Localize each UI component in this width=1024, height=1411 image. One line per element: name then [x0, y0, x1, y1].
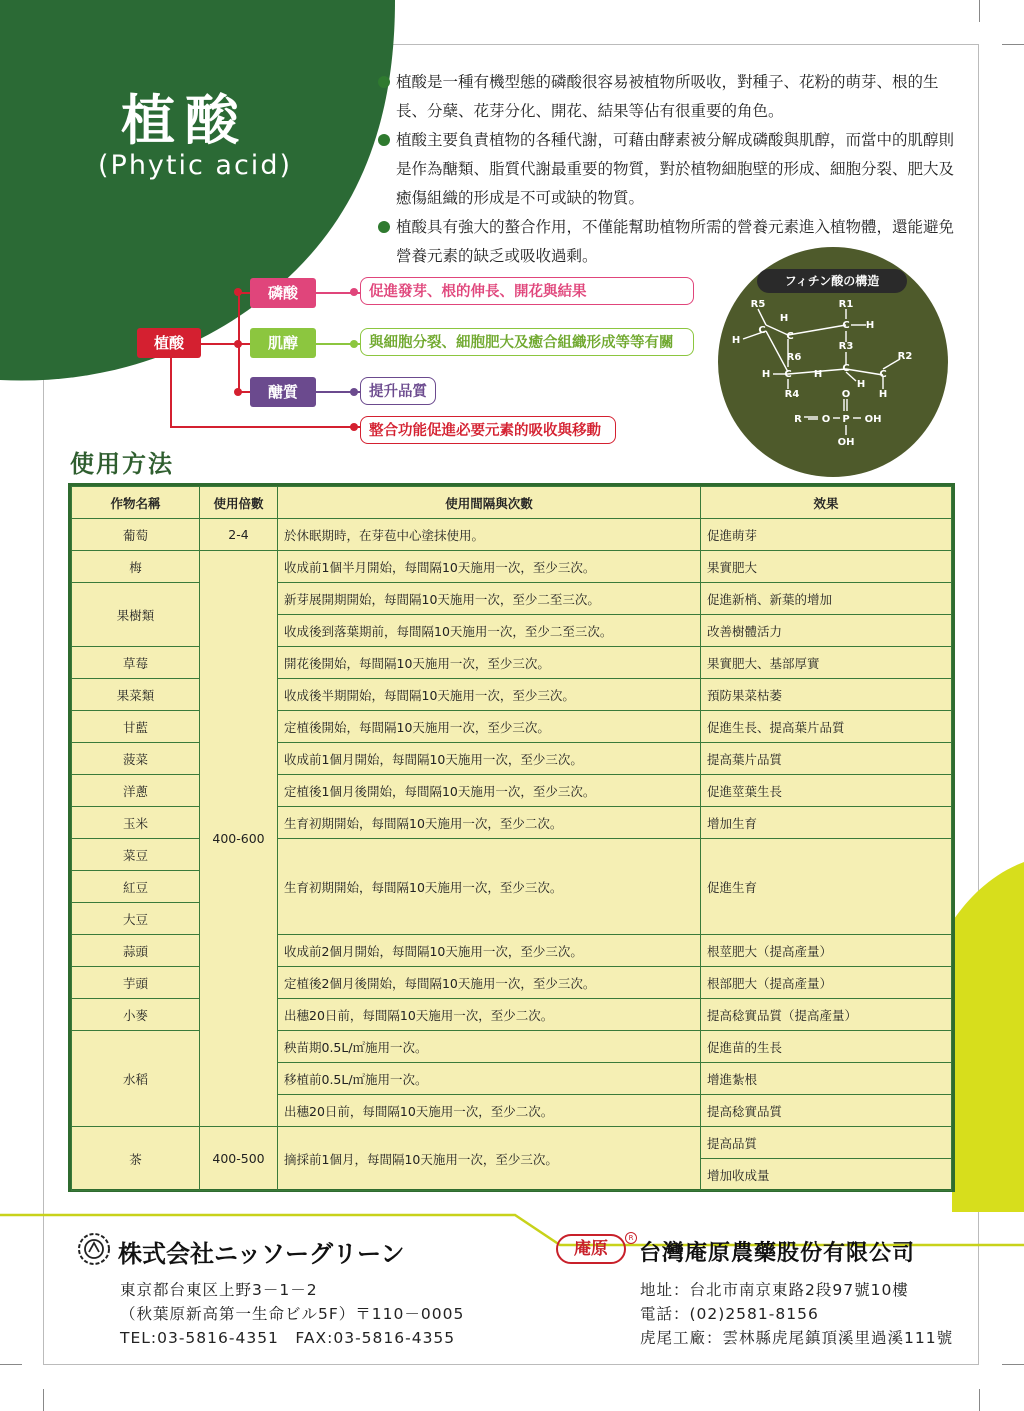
diagram-desc-chelation: 整合功能促進必要元素的吸收與移動: [360, 416, 616, 444]
atom-label: O: [821, 414, 831, 425]
crop-mark: [0, 1364, 22, 1365]
address-line: 東京都台東区上野3－1－2: [120, 1281, 318, 1299]
interval-cell: 出穗20日前，每間隔10天施用一次，至少二次。: [278, 1095, 701, 1127]
address-line: TEL:03-5816-4351 FAX:03-5816-4355: [120, 1329, 456, 1347]
interval-cell: 於休眠期時，在芽苞中心塗抹使用。: [278, 519, 701, 551]
phytic-acid-diagram: [0, 260, 720, 460]
interval-cell: 秧苗期0.5L/㎡施用一次。: [278, 1031, 701, 1063]
atom-label: R6: [786, 352, 802, 363]
effect-cell: 提高稔實品質（提高產量）: [701, 999, 952, 1031]
table-header: 效果: [701, 487, 952, 519]
interval-cell: 出穗20日前，每間隔10天施用一次，至少二次。: [278, 999, 701, 1031]
jp-address: [120, 1278, 464, 1350]
crop-cell: 水稻: [72, 1031, 200, 1127]
ihara-logo-icon: 庵原: [556, 1234, 626, 1264]
crop-mark: [43, 1389, 44, 1411]
dilution-cell: 400-600: [200, 551, 278, 1127]
crop-cell: 茶: [72, 1127, 200, 1191]
effect-cell: 促進苗的生長: [701, 1031, 952, 1063]
atom-label: H: [878, 389, 888, 400]
address-line: （秋葉原新高第一生命ビル5F）〒110－0005: [120, 1305, 465, 1323]
effect-cell: 促進生長、提高葉片品質: [701, 711, 952, 743]
crop-cell: 果菜類: [72, 679, 200, 711]
interval-cell: 生育初期開始，每間隔10天施用一次，至少二次。: [278, 807, 701, 839]
crop-cell: 菜豆: [72, 839, 200, 871]
interval-cell: 收成後半期開始，每間隔10天施用一次，至少三次。: [278, 679, 701, 711]
crop-cell: 小麥: [72, 999, 200, 1031]
interval-cell: 開花後開始，每間隔10天施用一次，至少三次。: [278, 647, 701, 679]
interval-cell: 移植前0.5L/㎡施用一次。: [278, 1063, 701, 1095]
atom-label: R5: [750, 299, 766, 310]
effect-cell: 果實肥大: [701, 551, 952, 583]
page-subtitle: (Phytic acid): [98, 150, 292, 181]
atom-label: H: [761, 369, 771, 380]
crop-cell: 菠菜: [72, 743, 200, 775]
lime-accent-shape: [952, 862, 1024, 1212]
atom-label: R4: [784, 389, 800, 400]
interval-cell: 新芽展開期開始，每間隔10天施用一次，至少二至三次。: [278, 583, 701, 615]
connector-line: [200, 343, 250, 345]
diagram-node-inositol: 肌醇: [250, 328, 316, 358]
atom-label: C: [842, 363, 850, 374]
connector-dot-icon: [350, 423, 358, 431]
registered-mark-icon: R: [625, 1232, 637, 1244]
atom-label: R: [794, 414, 802, 425]
nisso-logo-icon: [76, 1231, 112, 1267]
crop-cell: 大豆: [72, 903, 200, 935]
structure-label: フィチン酸の構造: [757, 269, 907, 293]
table-header: 使用倍數: [200, 487, 278, 519]
section-title: 使用方法: [70, 450, 174, 478]
atom-label: OH: [837, 437, 855, 448]
effect-cell: 提高稔實品質: [701, 1095, 952, 1127]
crop-mark: [1002, 44, 1024, 45]
diagram-desc-phosphate: 促進發芽、根的伸長、開花與結果: [360, 277, 694, 305]
interval-cell: 收成前1個月開始，每間隔10天施用一次，至少三次。: [278, 743, 701, 775]
crop-mark: [979, 0, 980, 22]
atom-label: O: [841, 389, 851, 400]
interval-cell: 定植後1個月後開始，每間隔10天施用一次，至少三次。: [278, 775, 701, 807]
interval-cell: 收成後到落葉期前，每間隔10天施用一次，至少二至三次。: [278, 615, 701, 647]
crop-cell: 玉米: [72, 807, 200, 839]
diagram-desc-inositol: 與細胞分裂、細胞肥大及癒合組織形成等等有關: [360, 328, 694, 356]
atom-label: H: [865, 320, 875, 331]
crop-cell: 洋蔥: [72, 775, 200, 807]
effect-cell: 促進生育: [701, 839, 952, 935]
effect-cell: 促進莖葉生長: [701, 775, 952, 807]
interval-cell: 摘採前1個月，每間隔10天施用一次，至少三次。: [278, 1127, 701, 1191]
atom-label: C: [842, 320, 850, 331]
atom-label: P: [842, 414, 850, 425]
effect-cell: 果實肥大、基部厚實: [701, 647, 952, 679]
page-title: 植酸: [121, 89, 249, 152]
effect-cell: 提高品質: [701, 1127, 952, 1159]
effect-cell: 根莖肥大（提高產量）: [701, 935, 952, 967]
atom-label: H: [731, 335, 741, 346]
diagram-node-phosphate: 磷酸: [250, 278, 316, 308]
bullet-dot-icon: [378, 76, 390, 88]
crop-cell: 梅: [72, 551, 200, 583]
atom-label: H: [813, 369, 823, 380]
diagram-root-box: 植酸: [137, 328, 201, 358]
structure-diagram: [718, 247, 948, 477]
address-line: 虎尾工廠：雲林縣虎尾鎮頂溪里過溪111號: [640, 1329, 954, 1347]
address-line: 電話：(02)2581-8156: [640, 1305, 819, 1323]
bullet-dot-icon: [378, 221, 390, 233]
bullet-dot-icon: [378, 134, 390, 146]
table-header: 作物名稱: [72, 487, 200, 519]
tw-address: [640, 1278, 953, 1350]
effect-cell: 改善樹體活力: [701, 615, 952, 647]
crop-cell: 葡萄: [72, 519, 200, 551]
effect-cell: 增進紮根: [701, 1063, 952, 1095]
intro-bullets: [376, 68, 956, 271]
interval-cell: 定植後開始，每間隔10天施用一次，至少三次。: [278, 711, 701, 743]
diagram-desc-sugar: 提升品質: [360, 377, 436, 405]
effect-cell: 促進新梢、新葉的增加: [701, 583, 952, 615]
effect-cell: 促進萌芽: [701, 519, 952, 551]
atom-label: C: [786, 331, 794, 342]
table-row: [72, 519, 952, 551]
interval-cell: 收成前2個月開始，每間隔10天施用一次，至少三次。: [278, 935, 701, 967]
table-row: [72, 551, 952, 583]
connector-dot-icon: [350, 288, 358, 296]
interval-cell: 生育初期開始，每間隔10天施用一次，至少三次。: [278, 839, 701, 935]
diagram-node-sugar: 醣質: [250, 377, 316, 407]
connector-line: [170, 357, 172, 427]
atom-label: C: [784, 369, 792, 380]
address-line: 地址：台北市南京東路2段97號10樓: [640, 1281, 909, 1299]
connector-dot-icon: [350, 340, 358, 348]
crop-mark: [1002, 1364, 1024, 1365]
atom-label: H: [779, 313, 789, 324]
crop-cell: 甘藍: [72, 711, 200, 743]
interval-cell: 定植後2個月後開始，每間隔10天施用一次，至少三次。: [278, 967, 701, 999]
crop-cell: 草莓: [72, 647, 200, 679]
connector-dot-icon: [234, 388, 242, 396]
table-row: [72, 1127, 952, 1159]
effect-cell: 增加生育: [701, 807, 952, 839]
atom-label: R1: [838, 299, 854, 310]
crop-cell: 果樹類: [72, 583, 200, 647]
bullet-item: 植酸具有強大的螯合作用，不僅能幫助植物所需的營養元素進入植物體，還能避免營養元素的缺乏或吸收過剩。: [376, 213, 956, 271]
jp-company-name: 株式会社ニッソーグリーン: [118, 1240, 405, 1268]
connector-dot-icon: [350, 388, 358, 396]
connector-line: [170, 426, 360, 428]
atom-label: C: [758, 325, 766, 336]
effect-cell: 根部肥大（提高產量）: [701, 967, 952, 999]
connector-dot-icon: [234, 340, 242, 348]
crop-cell: 芋頭: [72, 967, 200, 999]
phytic-acid-structure: [718, 247, 948, 477]
atom-label: R2: [897, 351, 913, 362]
connector-dot-icon: [234, 288, 242, 296]
usage-table: [68, 483, 955, 1192]
crop-mark: [979, 1389, 980, 1411]
atom-label: OH: [864, 414, 882, 425]
atom-label: C: [879, 369, 887, 380]
table-header-row: [72, 487, 952, 519]
bullet-item: 植酸主要負責植物的各種代謝，可藉由酵素被分解成磷酸與肌醇，而當中的肌醇則是作為醣類、脂質代謝最重要的物質，對於植物細胞壁的形成、細胞分裂、肥大及癒傷組織的形成是不可或缺的物質。: [376, 126, 956, 213]
crop-cell: 蒜頭: [72, 935, 200, 967]
atom-label: H: [856, 379, 866, 390]
table-header: 使用間隔與次數: [278, 487, 701, 519]
interval-cell: 收成前1個半月開始，每間隔10天施用一次，至少三次。: [278, 551, 701, 583]
bullet-item: 植酸是一種有機型態的磷酸很容易被植物所吸收，對種子、花粉的萌芽、根的生長、分蘖、花芽分化、開花、結果等佔有很重要的角色。: [376, 68, 956, 126]
effect-cell: 預防果菜枯萎: [701, 679, 952, 711]
dilution-cell: 400-500: [200, 1127, 278, 1191]
dilution-cell: 2-4: [200, 519, 278, 551]
atom-label: R3: [838, 341, 854, 352]
effect-cell: 增加收成量: [701, 1159, 952, 1191]
effect-cell: 提高葉片品質: [701, 743, 952, 775]
tw-company-name: 台灣庵原農藥股份有限公司: [639, 1241, 916, 1266]
crop-cell: 紅豆: [72, 871, 200, 903]
